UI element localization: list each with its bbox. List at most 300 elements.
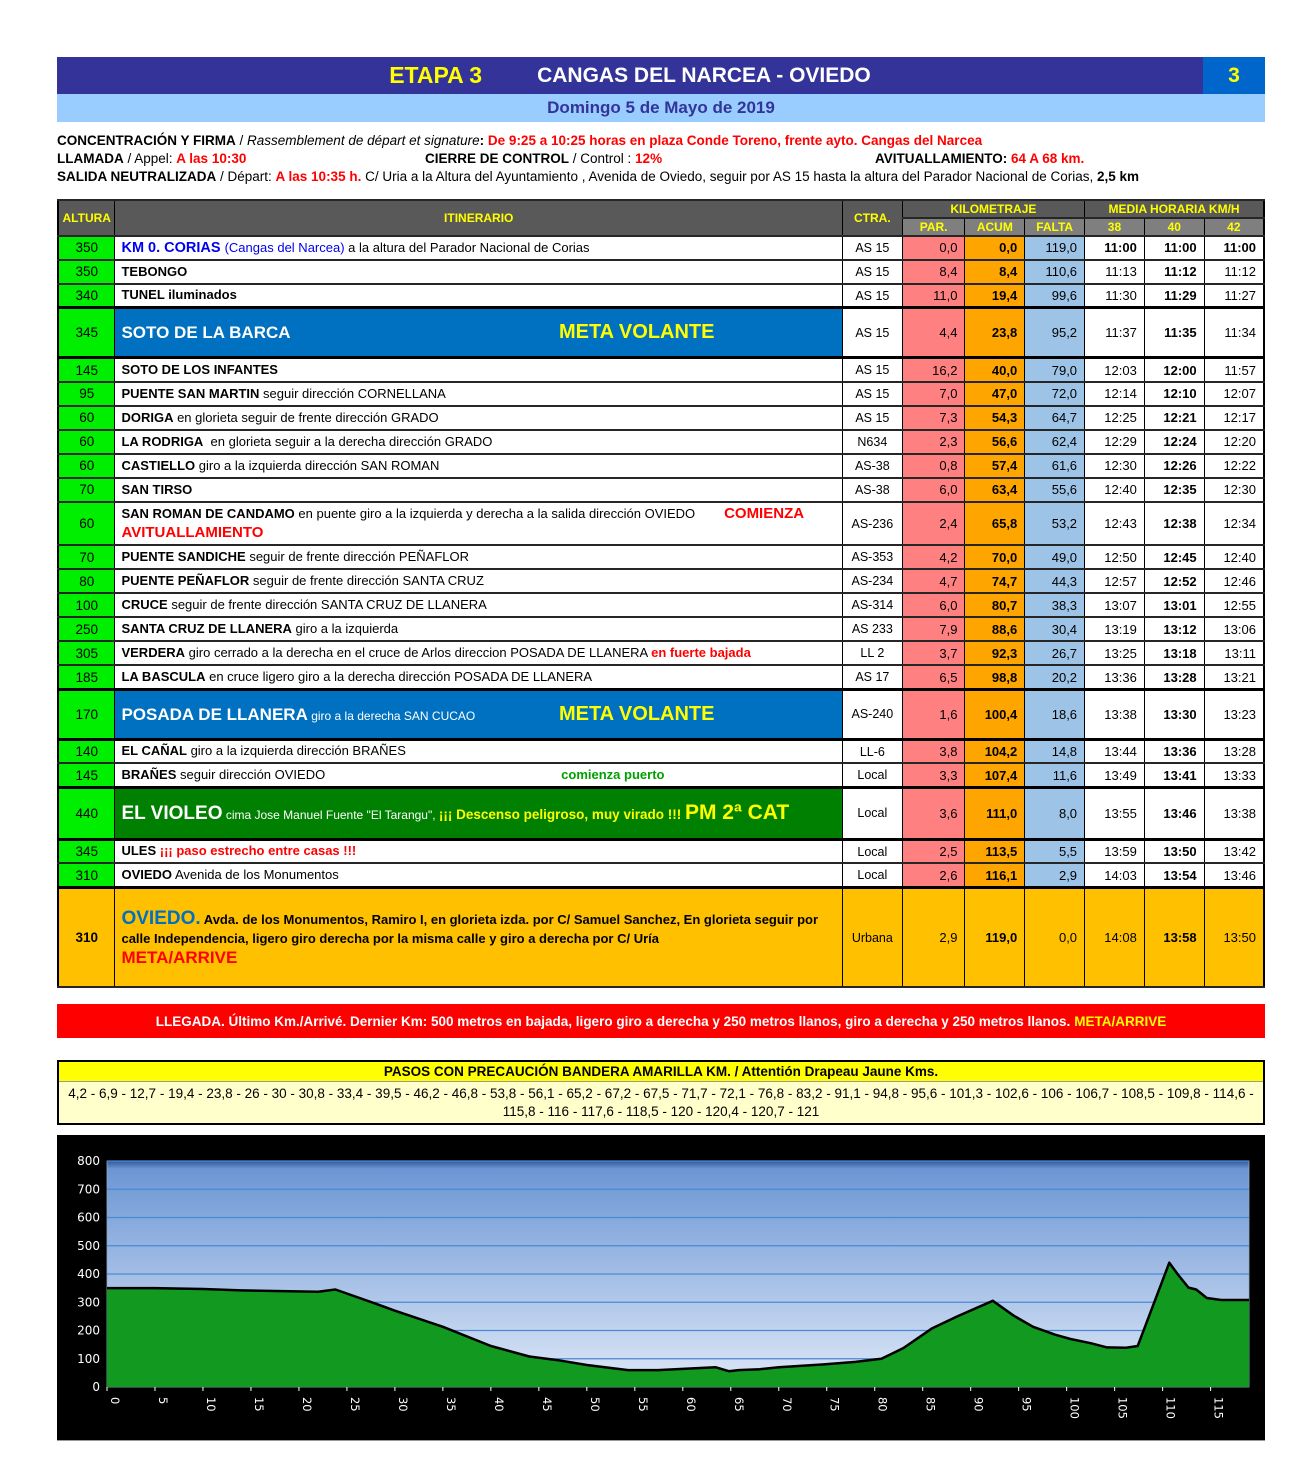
title-bar-main: [57, 57, 1203, 94]
x-axis-tick-label: 80: [875, 1397, 890, 1413]
altura-cell: 345: [58, 308, 115, 358]
text-segment: giro a la izquierda dirección SAN ROMAN: [195, 457, 440, 473]
x-axis-tick-label: 15: [251, 1397, 266, 1413]
text-segment: a la altura del Parador Nacional de Corias: [344, 239, 590, 255]
time38-cell: 13:36: [1085, 665, 1145, 689]
time40-cell: 11:35: [1144, 308, 1204, 358]
table-row: [58, 863, 1264, 887]
falta-cell: 18,6: [1025, 689, 1085, 739]
time42-cell: 13:33: [1204, 763, 1264, 787]
text-segment: A las 10:35 h.: [275, 169, 362, 185]
ctra-cell: AS 15: [842, 236, 902, 260]
page-title: CANGAS DEL NARCEA - OVIEDO: [537, 63, 871, 87]
time42-cell: 11:12: [1204, 260, 1264, 284]
text-segment: seguir dirección OVIEDO: [176, 766, 326, 782]
time38-cell: 12:40: [1085, 478, 1145, 502]
table-row: [58, 260, 1264, 284]
par-cell: 1,6: [902, 689, 965, 739]
itinerario-cell: [115, 284, 842, 308]
text-segment: PUENTE PEÑAFLOR: [121, 573, 250, 589]
text-segment: / Appel:: [123, 151, 177, 167]
ctra-cell: N634: [842, 430, 902, 454]
time38-cell: 12:25: [1085, 406, 1145, 430]
text-segment: seguir de frente dirección PEÑAFLOR: [245, 549, 469, 565]
info-llamada: [57, 150, 425, 168]
text-segment: A las 10:30: [176, 151, 247, 167]
table-row: [58, 545, 1264, 569]
x-axis-tick-label: 5: [155, 1397, 170, 1405]
par-cell: 7,9: [902, 617, 965, 641]
time38-cell: 11:30: [1085, 284, 1145, 308]
time40-cell: 13:50: [1144, 839, 1204, 863]
time42-cell: 12:30: [1204, 478, 1264, 502]
column-header-42: 42: [1204, 218, 1264, 236]
text-segment: :: [479, 133, 488, 148]
table-row: [58, 665, 1264, 689]
par-cell: 6,0: [902, 593, 965, 617]
time40-cell: 12:38: [1144, 502, 1204, 546]
acum-cell: 0,0: [965, 236, 1025, 260]
time42-cell: 12:07: [1204, 382, 1264, 406]
time38-cell: 13:07: [1085, 593, 1145, 617]
table-row: [58, 839, 1264, 863]
text-segment: ULES: [121, 843, 157, 859]
time40-cell: 12:45: [1144, 545, 1204, 569]
falta-cell: 64,7: [1025, 406, 1085, 430]
falta-cell: 72,0: [1025, 382, 1085, 406]
time40-cell: 13:41: [1144, 763, 1204, 787]
itinerario-badge: META VOLANTE: [558, 702, 715, 725]
acum-cell: 80,7: [965, 593, 1025, 617]
altura-cell: 60: [58, 502, 115, 546]
itinerario-content: [121, 702, 835, 727]
time38-cell: 12:29: [1085, 430, 1145, 454]
ctra-cell: AS 15: [842, 308, 902, 358]
itinerario-text: [121, 767, 325, 783]
table-row: [58, 787, 1264, 839]
time40-cell: 13:01: [1144, 593, 1204, 617]
itinerario-text: [121, 322, 290, 343]
altura-cell: 350: [58, 260, 115, 284]
x-axis-tick-label: 45: [539, 1397, 554, 1413]
acum-cell: 54,3: [965, 406, 1025, 430]
altura-cell: 95: [58, 382, 115, 406]
itinerario-cell: [115, 689, 842, 739]
pasos-km-list: 4,2 - 6,9 - 12,7 - 19,4 - 23,8 - 26 - 30 - 30,8 - 33,4 - 39,5 - 46,2 - 46,8 - 53,8 - 56,1 - 65,2 - 67,2 - 67,5 - 71,7 - 72,1 - 76,8 - 83,2 - 91,1 - 94,8 - 95,6 - 101,3 - 102,6 - 106 - 106,7 - 108,5 - 109,8 - 114,6 - 115,8 - 116 - 117,6 - 118,5 - 120 - 120,4 - 120,7 - 121: [59, 1082, 1263, 1123]
acum-cell: 70,0: [965, 545, 1025, 569]
altura-cell: 60: [58, 454, 115, 478]
altura-cell: 145: [58, 358, 115, 382]
x-axis-tick-label: 0: [108, 1397, 122, 1405]
time42-cell: 13:50: [1204, 887, 1264, 987]
itinerario-text: [121, 704, 475, 725]
par-cell: 3,3: [902, 763, 965, 787]
elevation-profile-svg: [57, 1135, 1265, 1435]
y-axis-tick-label: 600: [77, 1210, 100, 1225]
time40-cell: 13:36: [1144, 739, 1204, 763]
time42-cell: 12:17: [1204, 406, 1264, 430]
par-cell: 2,6: [902, 863, 965, 887]
time40-cell: 13:54: [1144, 863, 1204, 887]
acum-cell: 119,0: [965, 887, 1025, 987]
itinerario-cell: [115, 478, 842, 502]
column-header-40: 40: [1144, 218, 1204, 236]
time38-cell: 12:30: [1085, 454, 1145, 478]
y-axis-tick-label: 100: [77, 1352, 100, 1367]
falta-cell: 61,6: [1025, 454, 1085, 478]
time38-cell: 13:55: [1085, 787, 1145, 839]
ctra-cell: AS 15: [842, 284, 902, 308]
table-row: [58, 763, 1264, 787]
text-segment: PM 2ª CAT: [684, 801, 790, 825]
ctra-cell: AS-236: [842, 502, 902, 546]
text-segment: en glorieta seguir de frente dirección GRADO: [173, 409, 439, 425]
x-axis-tick-label: 40: [491, 1397, 506, 1413]
text-segment: 12%: [635, 151, 663, 167]
table-row: [58, 689, 1264, 739]
y-axis-tick-label: 700: [77, 1182, 100, 1197]
falta-cell: 62,4: [1025, 430, 1085, 454]
column-header-ctra: CTRA.: [842, 200, 902, 236]
time42-cell: 13:11: [1204, 641, 1264, 665]
itinerario-cell: [115, 739, 842, 763]
par-cell: 2,5: [902, 839, 965, 863]
par-cell: 3,7: [902, 641, 965, 665]
table-row: [58, 236, 1264, 260]
acum-cell: 56,6: [965, 430, 1025, 454]
altura-cell: 140: [58, 739, 115, 763]
falta-cell: 11,6: [1025, 763, 1085, 787]
ctra-cell: Local: [842, 839, 902, 863]
text-segment: POSADA DE LLANERA: [121, 704, 308, 724]
time42-cell: 13:42: [1204, 839, 1264, 863]
ctra-cell: Urbana: [842, 887, 902, 987]
itinerario-content: [121, 320, 835, 345]
time38-cell: 13:25: [1085, 641, 1145, 665]
par-cell: 0,8: [902, 454, 965, 478]
time40-cell: 12:10: [1144, 382, 1204, 406]
time38-cell: 13:44: [1085, 739, 1145, 763]
text-segment: SOTO DE LA BARCA: [121, 323, 291, 343]
time38-cell: 14:08: [1085, 887, 1145, 987]
time38-cell: 12:50: [1085, 545, 1145, 569]
time42-cell: 13:23: [1204, 689, 1264, 739]
info-line-llamada: [57, 150, 1265, 168]
par-cell: 2,4: [902, 502, 965, 546]
x-axis-tick-label: 90: [971, 1397, 986, 1413]
info-cierre-control: [425, 150, 875, 168]
table-row: [58, 593, 1264, 617]
par-cell: 4,2: [902, 545, 965, 569]
altura-cell: 305: [58, 641, 115, 665]
altura-cell: 345: [58, 839, 115, 863]
time40-cell: 11:29: [1144, 284, 1204, 308]
text-segment: 64 A 68 km.: [1011, 151, 1085, 167]
text-segment: Rassemblement de départ et signature: [247, 133, 480, 148]
text-segment: AVITUALLAMIENTO:: [875, 151, 1011, 167]
table-row: [58, 454, 1264, 478]
x-axis-tick-label: 25: [347, 1397, 362, 1413]
time40-cell: 13:30: [1144, 689, 1204, 739]
time38-cell: 11:37: [1085, 308, 1145, 358]
text-segment: /: [235, 133, 248, 148]
time40-cell: 11:00: [1144, 236, 1204, 260]
ctra-cell: AS 15: [842, 406, 902, 430]
itinerario-cell: [115, 454, 842, 478]
falta-cell: 2,9: [1025, 863, 1085, 887]
time42-cell: 13:21: [1204, 665, 1264, 689]
text-segment: 2,5 km: [1097, 169, 1140, 185]
time38-cell: 12:43: [1085, 502, 1145, 546]
ctra-cell: AS-353: [842, 545, 902, 569]
column-group-media-horaria: MEDIA HORARIA KM/H: [1085, 200, 1264, 218]
llegada-text: LLEGADA. Último Km./Arrivé. Dernier Km: 500 metros en bajada, ligero giro a derecha y 250 metros llanos, giro a derecha y 250 metros llanos.: [155, 1013, 1071, 1029]
time42-cell: 13:06: [1204, 617, 1264, 641]
text-segment: (Cangas del Narcea): [224, 239, 345, 255]
altura-cell: 310: [58, 887, 115, 987]
text-segment: OVIEDO: [121, 866, 173, 882]
text-segment: [695, 506, 724, 521]
par-cell: 8,4: [902, 260, 965, 284]
time40-cell: 13:28: [1144, 665, 1204, 689]
itinerario-cell: [115, 430, 842, 454]
text-segment: PUENTE SANDICHE: [121, 549, 246, 565]
time38-cell: 11:13: [1085, 260, 1145, 284]
altura-cell: 185: [58, 665, 115, 689]
table-row: [58, 739, 1264, 763]
text-segment: CIERRE DE CONTROL: [425, 151, 570, 167]
ctra-cell: AS-240: [842, 689, 902, 739]
x-axis-tick-label: 95: [1019, 1397, 1034, 1413]
time42-cell: 12:20: [1204, 430, 1264, 454]
y-axis-tick-label: 0: [92, 1380, 100, 1395]
text-segment: iluminados: [164, 287, 237, 303]
x-axis-tick-label: 20: [299, 1397, 314, 1413]
time38-cell: 11:00: [1085, 236, 1145, 260]
acum-cell: 74,7: [965, 569, 1025, 593]
text-segment: Avenida de los Monumentos: [172, 866, 339, 882]
text-segment: Avda. de los Monumentos, Ramiro I, en glorieta izda. por C/ Samuel Sanchez, En glorieta seguir por calle Independencia, ligero giro derecha por la misma calle y giro a derecha por C/ Uría: [121, 911, 822, 946]
x-axis-tick-label: 10: [203, 1397, 218, 1413]
text-segment: DORIGA: [121, 409, 174, 425]
text-segment: / Départ:: [216, 169, 276, 185]
time42-cell: 12:22: [1204, 454, 1264, 478]
table-row: [58, 406, 1264, 430]
time42-cell: 12:55: [1204, 593, 1264, 617]
itinerario-cell: [115, 763, 842, 787]
text-segment: cima Jose Manuel Fuente "El Tarangu",: [222, 808, 439, 823]
ctra-cell: Local: [842, 763, 902, 787]
acum-cell: 107,4: [965, 763, 1025, 787]
itinerario-cell: [115, 839, 842, 863]
time38-cell: 13:38: [1085, 689, 1145, 739]
text-segment: TEBONGO: [121, 263, 188, 279]
acum-cell: 116,1: [965, 863, 1025, 887]
falta-cell: 95,2: [1025, 308, 1085, 358]
text-segment: SANTA CRUZ DE LLANERA: [121, 621, 292, 637]
text-segment: AVITUALLAMIENTO: [121, 523, 264, 541]
itinerario-cell: [115, 236, 842, 260]
info-line-salida: [57, 168, 1265, 186]
text-segment: seguir de frente dirección SANTA CRUZ DE LLANERA: [167, 597, 487, 613]
ctra-cell: LL-6: [842, 739, 902, 763]
text-segment: en cruce ligero giro a la derecha dirección POSADA DE LLANERA: [205, 668, 593, 684]
time40-cell: 13:46: [1144, 787, 1204, 839]
text-segment: KM 0. CORIAS: [121, 239, 225, 256]
ctra-cell: AS-234: [842, 569, 902, 593]
text-segment: BRAÑES: [121, 766, 177, 782]
route-table-header: [58, 200, 1264, 236]
y-axis-tick-label: 500: [77, 1239, 100, 1254]
time40-cell: 12:00: [1144, 358, 1204, 382]
altura-cell: 60: [58, 406, 115, 430]
acum-cell: 57,4: [965, 454, 1025, 478]
par-cell: 7,3: [902, 406, 965, 430]
x-axis-tick-label: 110: [1163, 1397, 1178, 1420]
falta-cell: 110,6: [1025, 260, 1085, 284]
time42-cell: 13:46: [1204, 863, 1264, 887]
par-cell: 7,0: [902, 382, 965, 406]
altura-cell: 350: [58, 236, 115, 260]
falta-cell: 49,0: [1025, 545, 1085, 569]
ctra-cell: AS 15: [842, 382, 902, 406]
x-axis-tick-label: 100: [1067, 1397, 1082, 1420]
time42-cell: 12:46: [1204, 569, 1264, 593]
text-segment: en puente giro a la izquierda y derecha a la salida dirección OVIEDO: [294, 505, 696, 521]
altura-cell: 310: [58, 863, 115, 887]
column-header-falta: FALTA: [1025, 218, 1085, 236]
text-segment: CASTIELLO: [121, 457, 196, 473]
text-segment: De 9:25 a 10:25 horas en plaza Conde Toreno, frente ayto. Cangas del Narcea: [487, 133, 983, 148]
par-cell: 4,4: [902, 308, 965, 358]
ctra-cell: AS 15: [842, 260, 902, 284]
par-cell: 6,5: [902, 665, 965, 689]
pasos-precaucion-block: [57, 1060, 1265, 1125]
text-segment: CONCENTRACIÓN Y FIRMA: [57, 133, 236, 148]
ctra-cell: Local: [842, 787, 902, 839]
altura-cell: 60: [58, 430, 115, 454]
ctra-cell: AS-38: [842, 478, 902, 502]
x-axis-tick-label: 85: [923, 1397, 938, 1413]
route-table-body: [58, 236, 1264, 988]
date-bar: [57, 94, 1265, 122]
falta-cell: 55,6: [1025, 478, 1085, 502]
itinerario-cell: [115, 665, 842, 689]
acum-cell: 113,5: [965, 839, 1025, 863]
text-segment: SAN ROMAN DE CANDAMO: [121, 505, 295, 521]
table-row: [58, 382, 1264, 406]
text-segment: TUNEL: [121, 287, 165, 303]
table-row: [58, 308, 1264, 358]
table-row: [58, 478, 1264, 502]
falta-cell: 53,2: [1025, 502, 1085, 546]
y-axis-tick-label: 400: [77, 1267, 100, 1282]
falta-cell: 14,8: [1025, 739, 1085, 763]
time38-cell: 13:59: [1085, 839, 1145, 863]
itinerario-content: [121, 767, 835, 783]
text-segment: giro a la izquierda: [291, 621, 399, 637]
time40-cell: 12:21: [1144, 406, 1204, 430]
column-header-acum: ACUM: [965, 218, 1025, 236]
text-segment: LLAMADA: [57, 151, 124, 167]
time38-cell: 14:03: [1085, 863, 1145, 887]
ctra-cell: LL 2: [842, 641, 902, 665]
column-header-par: PAR.: [902, 218, 965, 236]
text-segment: SOTO DE LOS INFANTES: [121, 361, 278, 377]
falta-cell: 8,0: [1025, 787, 1085, 839]
time42-cell: 11:57: [1204, 358, 1264, 382]
column-header-38: 38: [1085, 218, 1145, 236]
time42-cell: 11:34: [1204, 308, 1264, 358]
stage-date: Domingo 5 de Mayo de 2019: [547, 98, 775, 117]
table-row: [58, 284, 1264, 308]
altura-cell: 250: [58, 617, 115, 641]
par-cell: 2,9: [902, 887, 965, 987]
par-cell: 0,0: [902, 236, 965, 260]
text-segment: giro a la izquierda dirección BRAÑES: [186, 743, 406, 759]
time38-cell: 12:03: [1085, 358, 1145, 382]
y-axis-tick-label: 800: [77, 1154, 100, 1169]
table-row: [58, 617, 1264, 641]
text-segment: OVIEDO.: [121, 907, 201, 929]
text-segment: META/ARRIVE: [121, 947, 238, 967]
time38-cell: 12:57: [1085, 569, 1145, 593]
par-cell: 3,8: [902, 739, 965, 763]
y-axis-tick-label: 200: [77, 1323, 100, 1338]
time42-cell: 12:40: [1204, 545, 1264, 569]
time42-cell: 12:34: [1204, 502, 1264, 546]
text-segment: en glorieta seguir a la derecha dirección GRADO: [203, 433, 493, 449]
stage-number-badge: 3: [1203, 57, 1265, 94]
text-segment: VERDERA: [121, 645, 186, 661]
x-axis-tick-label: 105: [1115, 1397, 1130, 1420]
falta-cell: 44,3: [1025, 569, 1085, 593]
itinerario-cell: [115, 406, 842, 430]
table-row: [58, 430, 1264, 454]
time42-cell: 11:27: [1204, 284, 1264, 308]
time38-cell: 13:19: [1085, 617, 1145, 641]
time42-cell: 13:38: [1204, 787, 1264, 839]
acum-cell: 47,0: [965, 382, 1025, 406]
itinerario-cell: [115, 641, 842, 665]
par-cell: 2,3: [902, 430, 965, 454]
text-segment: C/ Uria a la Altura del Ayuntamiento , Avenida de Oviedo, seguir por AS 15 hasta la altura del Parador Nacional de Corias,: [361, 169, 1098, 185]
time40-cell: 13:58: [1144, 887, 1204, 987]
par-cell: 3,6: [902, 787, 965, 839]
column-header-altura: ALTURA: [58, 200, 115, 236]
itinerario-cell: [115, 863, 842, 887]
text-segment: CRUCE: [121, 597, 168, 613]
table-row: [58, 569, 1264, 593]
itinerario-cell: [115, 358, 842, 382]
text-segment: giro a la derecha SAN CUCAO: [307, 708, 476, 723]
falta-cell: 26,7: [1025, 641, 1085, 665]
itinerario-badge: META VOLANTE: [558, 321, 715, 344]
time40-cell: 12:24: [1144, 430, 1204, 454]
text-segment: giro cerrado a la derecha en el cruce de Arlos direccion POSADA DE LLANERA: [185, 645, 652, 661]
y-axis-tick-label: 300: [77, 1295, 100, 1310]
x-axis-tick-label: 50: [587, 1397, 602, 1413]
text-segment: LA RODRIGA: [121, 433, 204, 449]
text-segment: / Control :: [569, 151, 636, 167]
par-cell: 4,7: [902, 569, 965, 593]
falta-cell: 0,0: [1025, 887, 1085, 987]
time38-cell: 12:14: [1085, 382, 1145, 406]
itinerario-cell: [115, 593, 842, 617]
falta-cell: 79,0: [1025, 358, 1085, 382]
altura-cell: 170: [58, 689, 115, 739]
time40-cell: 12:26: [1144, 454, 1204, 478]
